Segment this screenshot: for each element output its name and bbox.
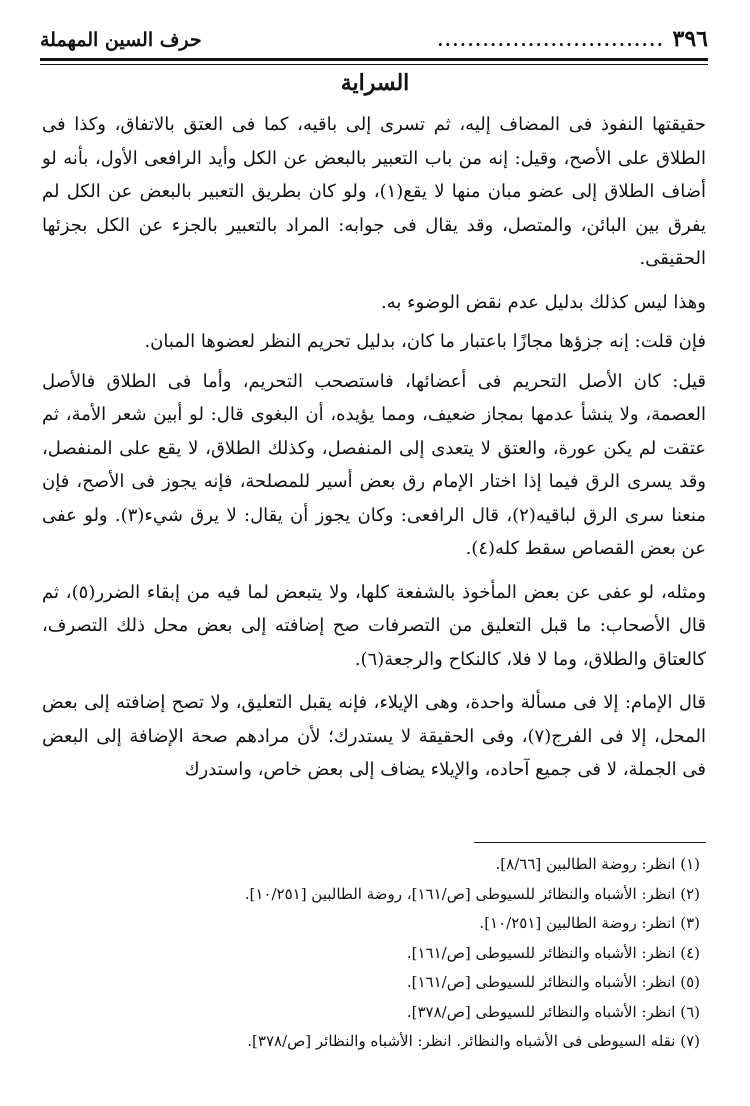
paragraph: فإن قلت: إنه جزؤها مجازًا باعتبار ما كان، بدليل تحريم النظر لعضوها المبان.: [144, 331, 706, 352]
footnote: (٧) نقله السيوطى فى الأشباه والنظائر. انظر: الأشباه والنظائر [ص/٣٧٨].: [247, 1032, 700, 1050]
footnotes: [42, 850, 700, 1057]
paragraph: قيل: كان الأصل التحريم فى أعضائها، فاستصحب التحريم، وأما فى الطلاق فالأصل العصمة، ولا ينشأ عدمها بمجاز ضعيف، ومما يؤيده، أن البغوى قال: لو أبين شعر الأمة، ثم عتقت لم يكن عورة، والعتق لا يتعدى إلى المنفصل، وكذلك الطلاق، لا يقع على المنفصل، وقد يسرى الرق فيما إذا اختار الإمام رق بعض أسير للمصلحة، فإنه يجوز فى الأصح، فإن منعنا سرى الرق لباقيه(٢)، قال الرافعى: وكان يجوز أن يقال: لا يرق شيء(٣). ولو عفى عن بعض القصاص سقط كله(٤).: [42, 370, 707, 559]
paragraph: حقيقتها النفوذ فى المضاف إليه، ثم تسرى إلى باقيه، كما فى العتق بالاتفاق، وكذا فى الطلاق على الأصح، وقيل: إنه من باب التعبير بالبعض عن الكل وأيد الرافعى الأول، بأنه لو أضاف الطلاق إلى عضو مبان منها لا يقع(١)، ولو كان بطريق التعبير بالبعض عن الكل لم يفرق بين البائن، والمتصل، وقد يقال فى جوابه: المراد بالتعبير بالجزء عن الكل بجزئها الحقيقى.: [42, 114, 706, 269]
footnote: (٥) انظر: الأشباه والنظائر للسيوطى [ص/١٦١].: [406, 973, 700, 991]
header-rule-thin: [40, 64, 708, 65]
paragraph: قال الإمام: إلا فى مسألة واحدة، وهى الإيلاء، فإنه يقبل التعليق، ولا تصح إضافته إلى بعض المحل، إلا فى الفرج(٧)، وفى الحقيقة لا يستدرك؛ لأن مرادهم صحة الإضافة إلى البعض فى الجملة، لا فى جميع آحاده، والإيلاء يضاف إلى بعض خاص، واستدرك: [42, 692, 706, 780]
footnote: (٤) انظر: الأشباه والنظائر للسيوطى [ص/١٦١].: [406, 943, 700, 962]
header-rule: [40, 58, 708, 61]
footnote: (٦) انظر: الأشباه والنظائر للسيوطى [ص/٣٧٨].: [406, 1002, 700, 1021]
page-number: ٣٩٦: [672, 26, 708, 52]
running-header: [40, 26, 708, 52]
footnote-rule: [474, 842, 706, 843]
chapter-title: حرف السين المهملة: [40, 29, 202, 51]
footnote: (٢) انظر: الأشباه والنظائر للسيوطى [ص/١٦١]، روضة الطالبين [١٠/٢٥١].: [244, 884, 700, 903]
main-text: [42, 108, 706, 797]
paragraph: وهذا ليس كذلك بدليل عدم نقض الوضوء به.: [381, 291, 706, 313]
leader-dots: ..............................: [437, 31, 665, 50]
paragraph: ومثله، لو عفى عن بعض المأخوذ بالشفعة كلها، ولا يتبعض لما فيه من إبقاء الضرر(٥)، ثم قال الأصحاب: ما قبل التعليق من التصرفات صح إضافته إلى بعض محل ذلك التصرف، كالعتاق والطلاق، وما لا فلا، كالنكاح والرجعة(٦).: [42, 581, 707, 670]
section-title: السراية: [340, 70, 410, 96]
footnote: (٣) انظر: روضة الطالبين [١٠/٢٥١].: [479, 914, 700, 932]
footnote: (١) انظر: روضة الطالبين [٨/٦٦].: [495, 855, 700, 873]
